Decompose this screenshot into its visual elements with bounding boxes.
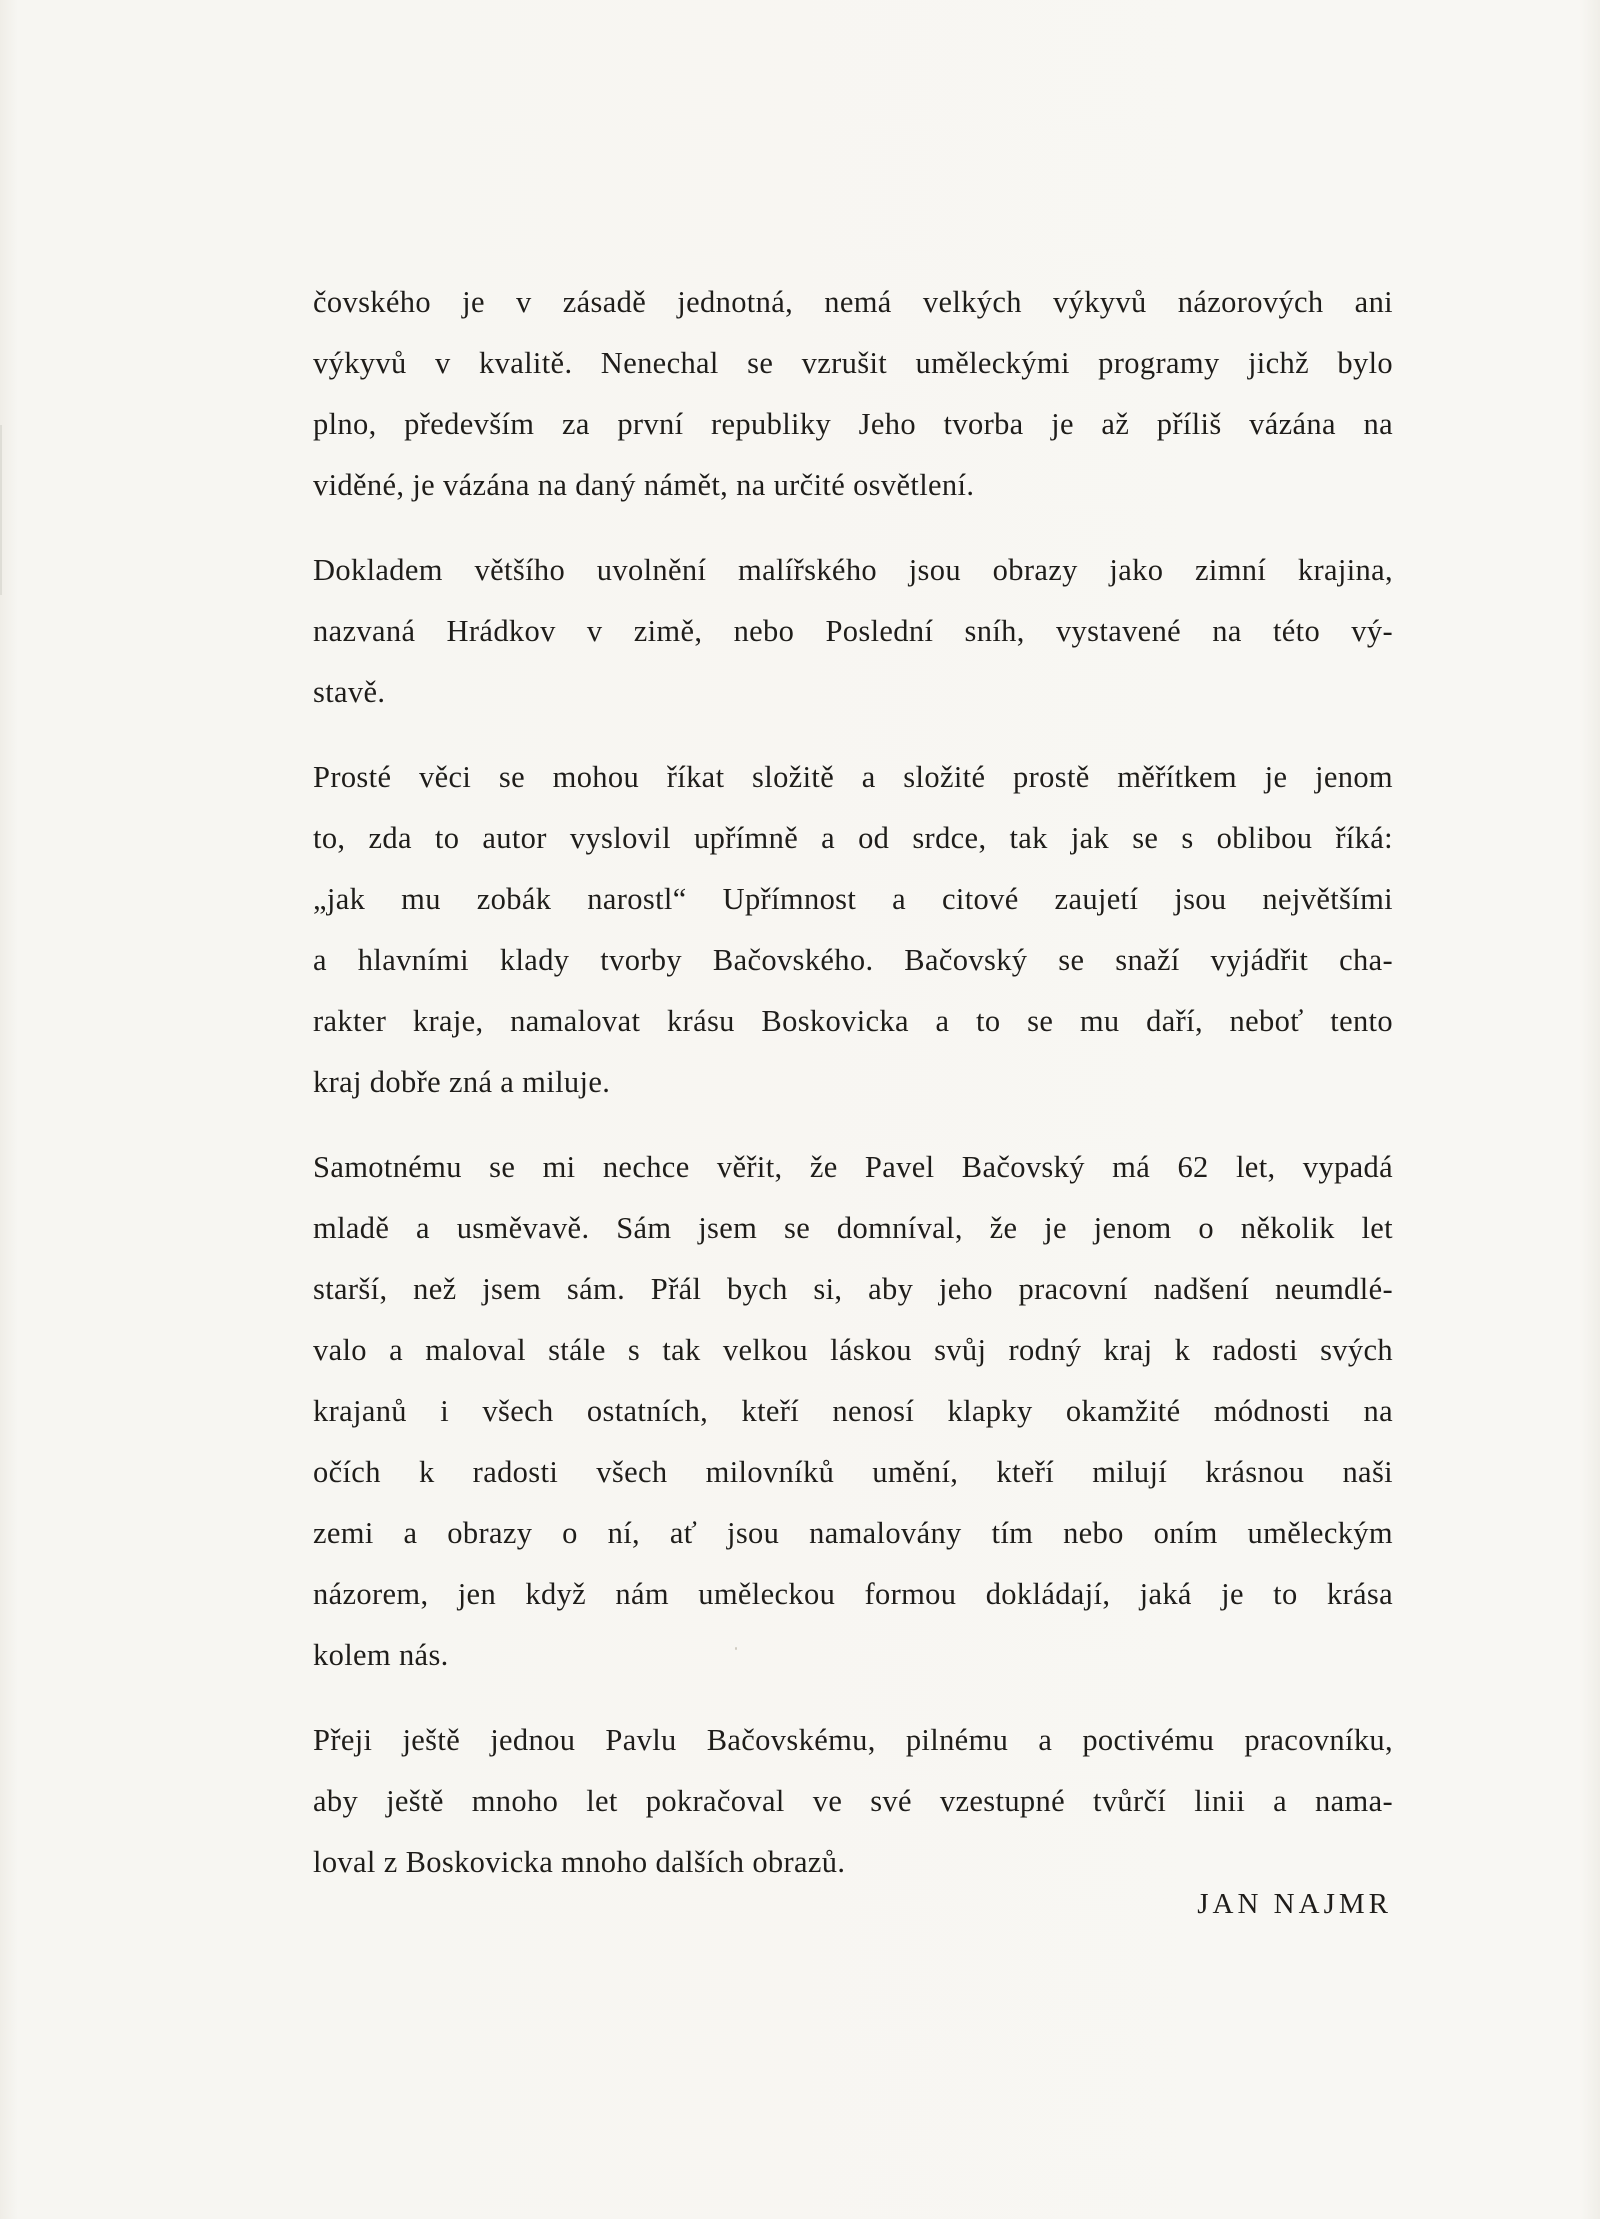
text-line: a hlavními klady tvorby Bačovského. Bačovský se snaží vyjádřit cha- [313, 943, 1393, 977]
paper-speck [735, 1647, 737, 1650]
text-line: názorem, jen když nám uměleckou formou dokládají, jaká je to krása [313, 1577, 1393, 1611]
text-line: mladě a usměvavě. Sám jsem se domníval, že je jenom o několik let [313, 1211, 1393, 1245]
text-line: Prosté věci se mohou říkat složitě a složité prostě měřítkem je jenom [313, 760, 1393, 794]
text-line: zemi a obrazy o ní, ať jsou namalovány tím nebo oním uměleckým [313, 1516, 1393, 1550]
text-line: kraj dobře zná a miluje. [313, 1065, 611, 1099]
text-line: „jak mu zobák narostl“ Upřímnost a citové zaujetí jsou největšími [313, 882, 1393, 916]
text-line: výkyvů v kvalitě. Nenechal se vzrušit uměleckými programy jichž bylo [313, 346, 1393, 380]
page-edge-mark [0, 425, 2, 595]
text-line: stavě. [313, 675, 386, 709]
author-signature: JAN NAJMR [1197, 1888, 1392, 1920]
text-line: starší, než jsem sám. Přál bych si, aby jeho pracovní nadšení neumdlé- [313, 1272, 1393, 1306]
text-line: to, zda to autor vyslovil upřímně a od srdce, tak jak se s oblibou říká: [313, 821, 1393, 855]
text-line: krajanů i všech ostatních, kteří nenosí klapky okamžité módnosti na [313, 1394, 1393, 1428]
text-line: plno, především za první republiky Jeho tvorba je až příliš vázána na [313, 407, 1393, 441]
article-text [313, 272, 1393, 1917]
text-line: kolem nás. [313, 1638, 449, 1672]
text-line: viděné, je vázána na daný námět, na určité osvětlení. [313, 468, 975, 502]
paragraph-1 [313, 272, 1393, 516]
text-line: Přeji ještě jednou Pavlu Bačovskému, pilnému a poctivému pracovníku, [313, 1723, 1393, 1757]
text-line: očích k radosti všech milovníků umění, kteří milují krásnou naši [313, 1455, 1393, 1489]
paragraph-2 [313, 540, 1393, 723]
text-line: Dokladem většího uvolnění malířského jsou obrazy jako zimní krajina, [313, 553, 1393, 587]
paragraph-3 [313, 747, 1393, 1113]
text-line: rakter kraje, namalovat krásu Boskovicka a to se mu daří, neboť tento [313, 1004, 1393, 1038]
text-line: loval z Boskovicka mnoho dalších obrazů. [313, 1845, 846, 1879]
paragraph-5 [313, 1710, 1393, 1893]
paragraph-4 [313, 1137, 1393, 1686]
text-line: valo a maloval stále s tak velkou láskou svůj rodný kraj k radosti svých [313, 1333, 1393, 1367]
text-line: nazvaná Hrádkov v zimě, nebo Poslední sníh, vystavené na této vý- [313, 614, 1393, 648]
text-line: Samotnému se mi nechce věřit, že Pavel Bačovský má 62 let, vypadá [313, 1150, 1393, 1184]
text-line: čovského je v zásadě jednotná, nemá velkých výkyvů názorových ani [313, 285, 1393, 319]
text-line: aby ještě mnoho let pokračoval ve své vzestupné tvůrčí linii a nama- [313, 1784, 1393, 1818]
